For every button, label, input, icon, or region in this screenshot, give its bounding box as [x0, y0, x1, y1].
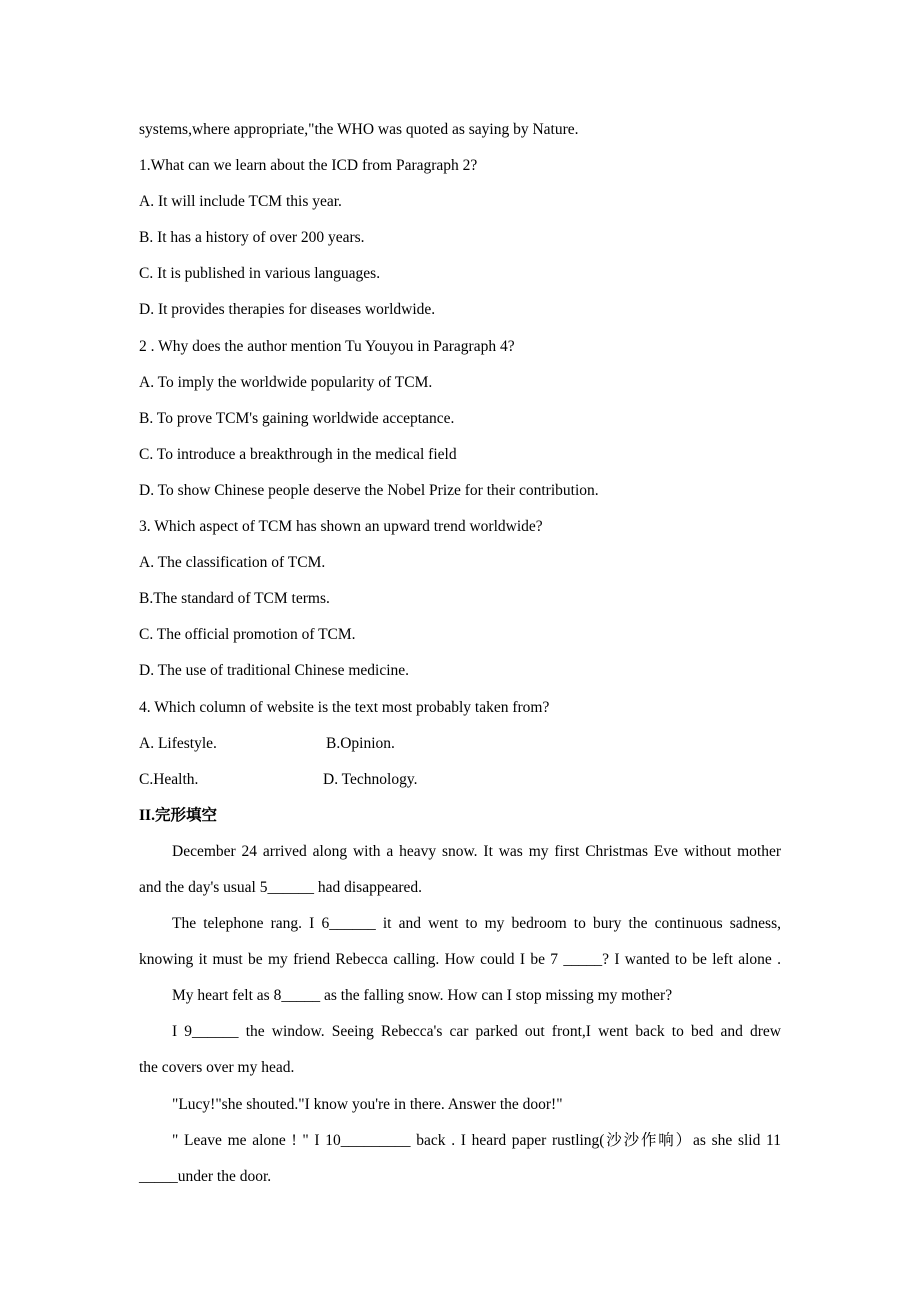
passage-line: the covers over my head. [139, 1059, 295, 1077]
passage-line: and the day's usual 5______ had disappeared. [139, 878, 423, 896]
option: A. Lifestyle. [139, 734, 217, 752]
passage-line: I 9______ the window. Seeing Rebecca's car parked out front,I went back to bed and drew [172, 1023, 781, 1041]
option: A. The classification of TCM. [139, 554, 326, 572]
option: C. The official promotion of TCM. [139, 626, 356, 644]
option-row [139, 726, 781, 762]
question-stem: 2 . Why does the author mention Tu Youyou in Paragraph 4? [139, 337, 515, 355]
question-stem: 1.What can we learn about the ICD from Paragraph 2? [139, 157, 478, 175]
option-row [139, 762, 781, 798]
option: B.Opinion. [326, 734, 395, 752]
option: B. It has a history of over 200 years. [139, 229, 365, 247]
option: A. It will include TCM this year. [139, 193, 342, 211]
passage-line: The telephone rang. I 6______ it and went to my bedroom to bury the continuous sadness, [172, 915, 781, 933]
question-stem: 3. Which aspect of TCM has shown an upward trend worldwide? [139, 518, 543, 536]
cloze-passage [139, 834, 781, 1195]
option: D. Technology. [323, 770, 418, 788]
question-2 [139, 329, 781, 509]
question-1 [139, 148, 781, 328]
document-page [139, 112, 781, 1195]
passage-line: "Lucy!"she shouted."I know you're in there. Answer the door!" [172, 1095, 563, 1113]
option: C. To introduce a breakthrough in the medical field [139, 445, 457, 463]
option: A. To imply the worldwide popularity of TCM. [139, 373, 433, 391]
option: D. To show Chinese people deserve the Nobel Prize for their contribution. [139, 481, 599, 499]
option: C. It is published in various languages. [139, 265, 381, 283]
option: B.The standard of TCM terms. [139, 590, 330, 608]
intro-tail: systems,where appropriate,"the WHO was quoted as saying by Nature. [139, 121, 579, 138]
option: D. It provides therapies for diseases worldwide. [139, 301, 436, 319]
passage-line: " Leave me alone ! " I 10_________ back . I heard paper rustling(沙沙作响）as she slid 11 [172, 1131, 781, 1149]
question-3 [139, 509, 781, 689]
passage-line: knowing it must be my friend Rebecca calling. How could I be 7 _____? I wanted to be left alone . [139, 951, 781, 969]
section-heading: II.完形填空 [139, 806, 217, 824]
passage-line: _____under the door. [139, 1167, 272, 1185]
question-4 [139, 690, 781, 798]
question-stem: 4. Which column of website is the text most probably taken from? [139, 698, 550, 716]
passage-line: My heart felt as 8_____ as the falling snow. How can I stop missing my mother? [172, 987, 673, 1005]
option: D. The use of traditional Chinese medicine. [139, 662, 410, 680]
option: C.Health. [139, 770, 199, 788]
option: B. To prove TCM's gaining worldwide acceptance. [139, 409, 455, 427]
passage-line: December 24 arrived along with a heavy snow. It was my first Christmas Eve without mother [172, 842, 781, 860]
